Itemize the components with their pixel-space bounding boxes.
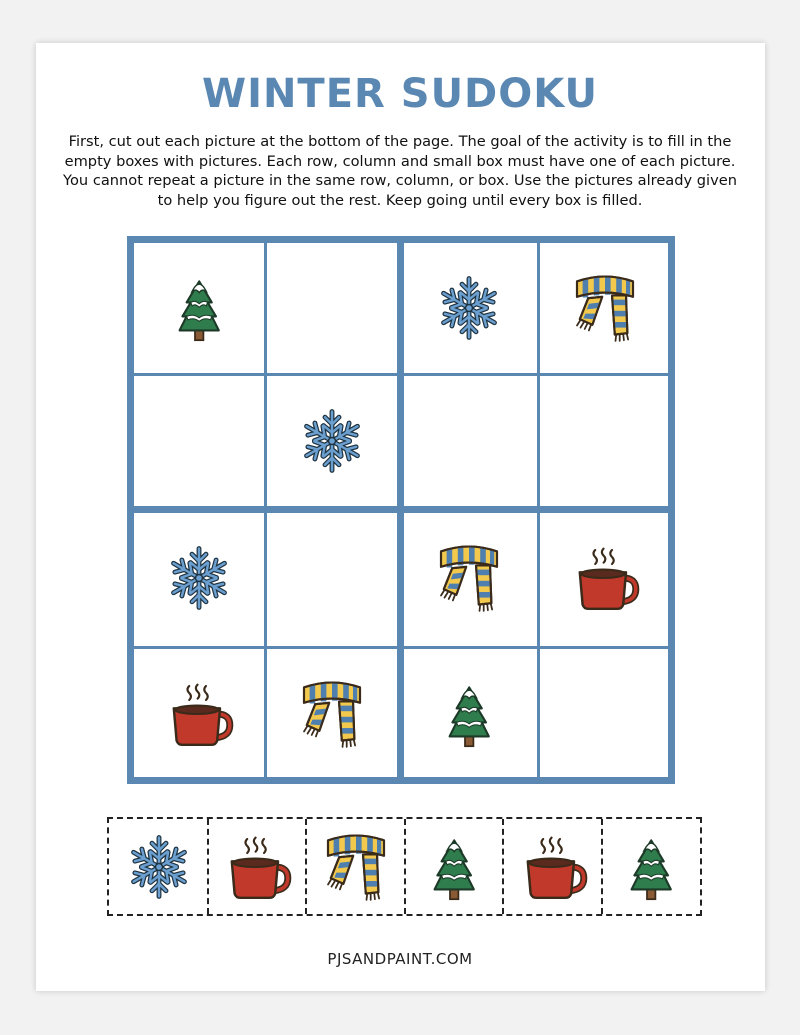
snowflake-icon [434, 273, 504, 343]
snowflake-icon [164, 543, 234, 613]
cut-line [207, 819, 209, 914]
scarf-icon [297, 679, 367, 749]
empty-grid-cell [540, 376, 670, 506]
cutout-piece [602, 819, 701, 914]
mug-icon [222, 832, 292, 902]
grid-cell [540, 513, 670, 643]
cut-line [404, 819, 406, 914]
grid-cell [134, 513, 264, 643]
cutout-piece [503, 819, 602, 914]
scarf-icon [570, 273, 640, 343]
empty-grid-cell [267, 243, 397, 373]
page-title: WINTER SUDOKU [201, 71, 599, 117]
scarf-icon [321, 832, 391, 902]
scarf-icon [434, 543, 504, 613]
tree-icon [444, 679, 494, 749]
grid-cell [134, 649, 264, 779]
grid-cell [540, 243, 670, 373]
cutout-strip [107, 817, 702, 916]
tree-icon [429, 832, 479, 902]
cut-line [502, 819, 504, 914]
mug-icon [518, 832, 588, 902]
tree-icon [626, 832, 676, 902]
grid-cell [134, 243, 264, 373]
cut-line [305, 819, 307, 914]
mug-icon [570, 543, 640, 613]
empty-grid-cell [267, 513, 397, 643]
sudoku-grid [127, 236, 675, 784]
snowflake-icon [124, 832, 194, 902]
tree-icon [174, 273, 224, 343]
cut-line [601, 819, 603, 914]
cutout-piece [109, 819, 208, 914]
empty-grid-cell [404, 376, 534, 506]
mug-icon [164, 679, 234, 749]
footer-website: PJSANDPAINT.COM [327, 950, 473, 968]
cutout-piece [405, 819, 504, 914]
box-divider [134, 506, 668, 513]
grid-cell [404, 649, 534, 779]
grid-cell [267, 649, 397, 779]
grid-cell [404, 513, 534, 643]
cutout-piece [208, 819, 307, 914]
grid-cell [404, 243, 534, 373]
instructions-text: First, cut out each picture at the bottom of the page. The goal of the activity is to fill in the empty boxes with pictures. Each row, column and small box must have one of each picture. You cannot repeat a picture in the same row, column, or box. Use the pictures already given to help you figure out the rest. Keep going until every box is filled. [63, 133, 737, 209]
grid-cell [267, 376, 397, 506]
empty-grid-cell [540, 649, 670, 779]
cutout-piece [306, 819, 405, 914]
snowflake-icon [297, 406, 367, 476]
empty-grid-cell [134, 376, 264, 506]
